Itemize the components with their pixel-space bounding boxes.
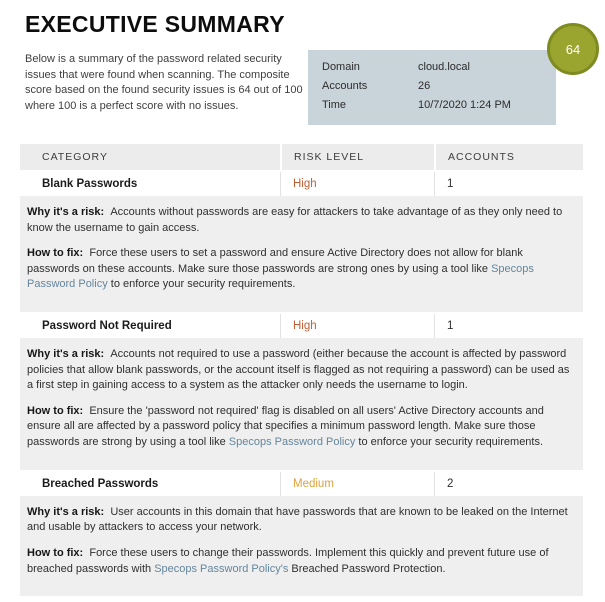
how-to-fix-paragraph: How to fix: Ensure the 'password not required' flag is disabled on all users' Active Directory accounts and ensure all are affected by a password policy that specifies a minimum password length. Make sure those passwords are strong by using a tool like Specops Password Policy to enforce your security requirements.	[27, 404, 544, 449]
table-header-row	[20, 144, 583, 172]
scan-info-row-accounts	[322, 80, 546, 92]
risk-level-cell: High	[280, 172, 434, 196]
explanation-breached-passwords	[20, 496, 583, 596]
page-title: EXECUTIVE SUMMARY	[25, 11, 285, 37]
risk-level-cell: High	[280, 314, 434, 338]
how-to-fix-paragraph: How to fix: Force these users to change their passwords. Implement this quickly and prevent future use of breached passwords with Specops Password Policy's Breached Password Protection.	[27, 546, 549, 575]
column-header-risk-level: RISK LEVEL	[280, 144, 434, 170]
accounts-value: 26	[418, 80, 431, 92]
explanation-blank-passwords	[20, 196, 583, 312]
domain-label: Domain	[322, 61, 360, 73]
time-value: 10/7/2020 1:24 PM	[418, 99, 511, 111]
category-cell: Breached Passwords	[42, 477, 159, 490]
specops-password-policy-link[interactable]: Specops Password Policy's	[154, 562, 289, 575]
how-to-fix-paragraph: How to fix: Force these users to set a password and ensure Active Directory does not allow for blank passwords on these accounts. Make sure those passwords are strong ones by using a tool like Specops Password Policy to enforce your security requirements.	[27, 247, 534, 291]
category-cell: Password Not Required	[42, 320, 172, 333]
why-risk-label: Why it's a risk:	[27, 348, 105, 361]
accounts-cell: 2	[434, 472, 583, 496]
scan-info-box	[308, 50, 556, 125]
explanation-password-not-required	[20, 338, 583, 470]
why-risk-label: Why it's a risk:	[27, 206, 105, 218]
how-to-fix-label: How to fix:	[27, 247, 84, 260]
why-risk-paragraph: Why it's a risk: Accounts not required to use a password (either because the account is affected by password policies that allow blank passwords, or the account itself is flagged as not requiring a password) can be used as a first step in gaining access to a system as the attacker only needs the username to login.	[27, 348, 570, 392]
table-row-password-not-required	[20, 314, 583, 338]
how-to-fix-label: How to fix:	[27, 404, 84, 417]
scan-info-row-time	[322, 99, 546, 111]
how-to-fix-label: How to fix:	[27, 546, 84, 559]
scan-info-row-domain	[322, 61, 546, 73]
accounts-cell: 1	[434, 314, 583, 338]
domain-value: cloud.local	[418, 61, 470, 73]
why-risk-paragraph: Why it's a risk: Accounts without passwords are easy for attackers to take advantage of as they only need to know the username to gain access.	[27, 206, 563, 234]
specops-password-policy-link[interactable]: Specops Password Policy	[27, 262, 534, 291]
specops-password-policy-link[interactable]: Specops Password Policy	[228, 436, 356, 449]
risk-level-cell: Medium	[280, 472, 434, 496]
accounts-cell: 1	[434, 172, 583, 196]
time-label: Time	[322, 99, 347, 111]
accounts-label: Accounts	[322, 80, 368, 92]
column-header-category: CATEGORY	[20, 144, 280, 170]
summary-intro-text: Below is a summary of the password related security issues that were found when scanning. The composite score based on the found security issues is 64 out of 100 where 100 is a perfect score with no issues.	[25, 53, 303, 112]
table-row-breached-passwords	[20, 472, 583, 496]
score-badge: 64	[547, 23, 599, 75]
risk-summary-table	[20, 144, 583, 598]
column-header-accounts: ACCOUNTS	[434, 144, 583, 170]
why-risk-label: Why it's a risk:	[27, 505, 105, 518]
category-cell: Blank Passwords	[42, 178, 138, 190]
why-risk-paragraph: Why it's a risk: User accounts in this domain that have passwords that are known to be leaked on the Internet and usable by attackers to access your network.	[27, 505, 568, 534]
table-row-blank-passwords	[20, 172, 583, 196]
